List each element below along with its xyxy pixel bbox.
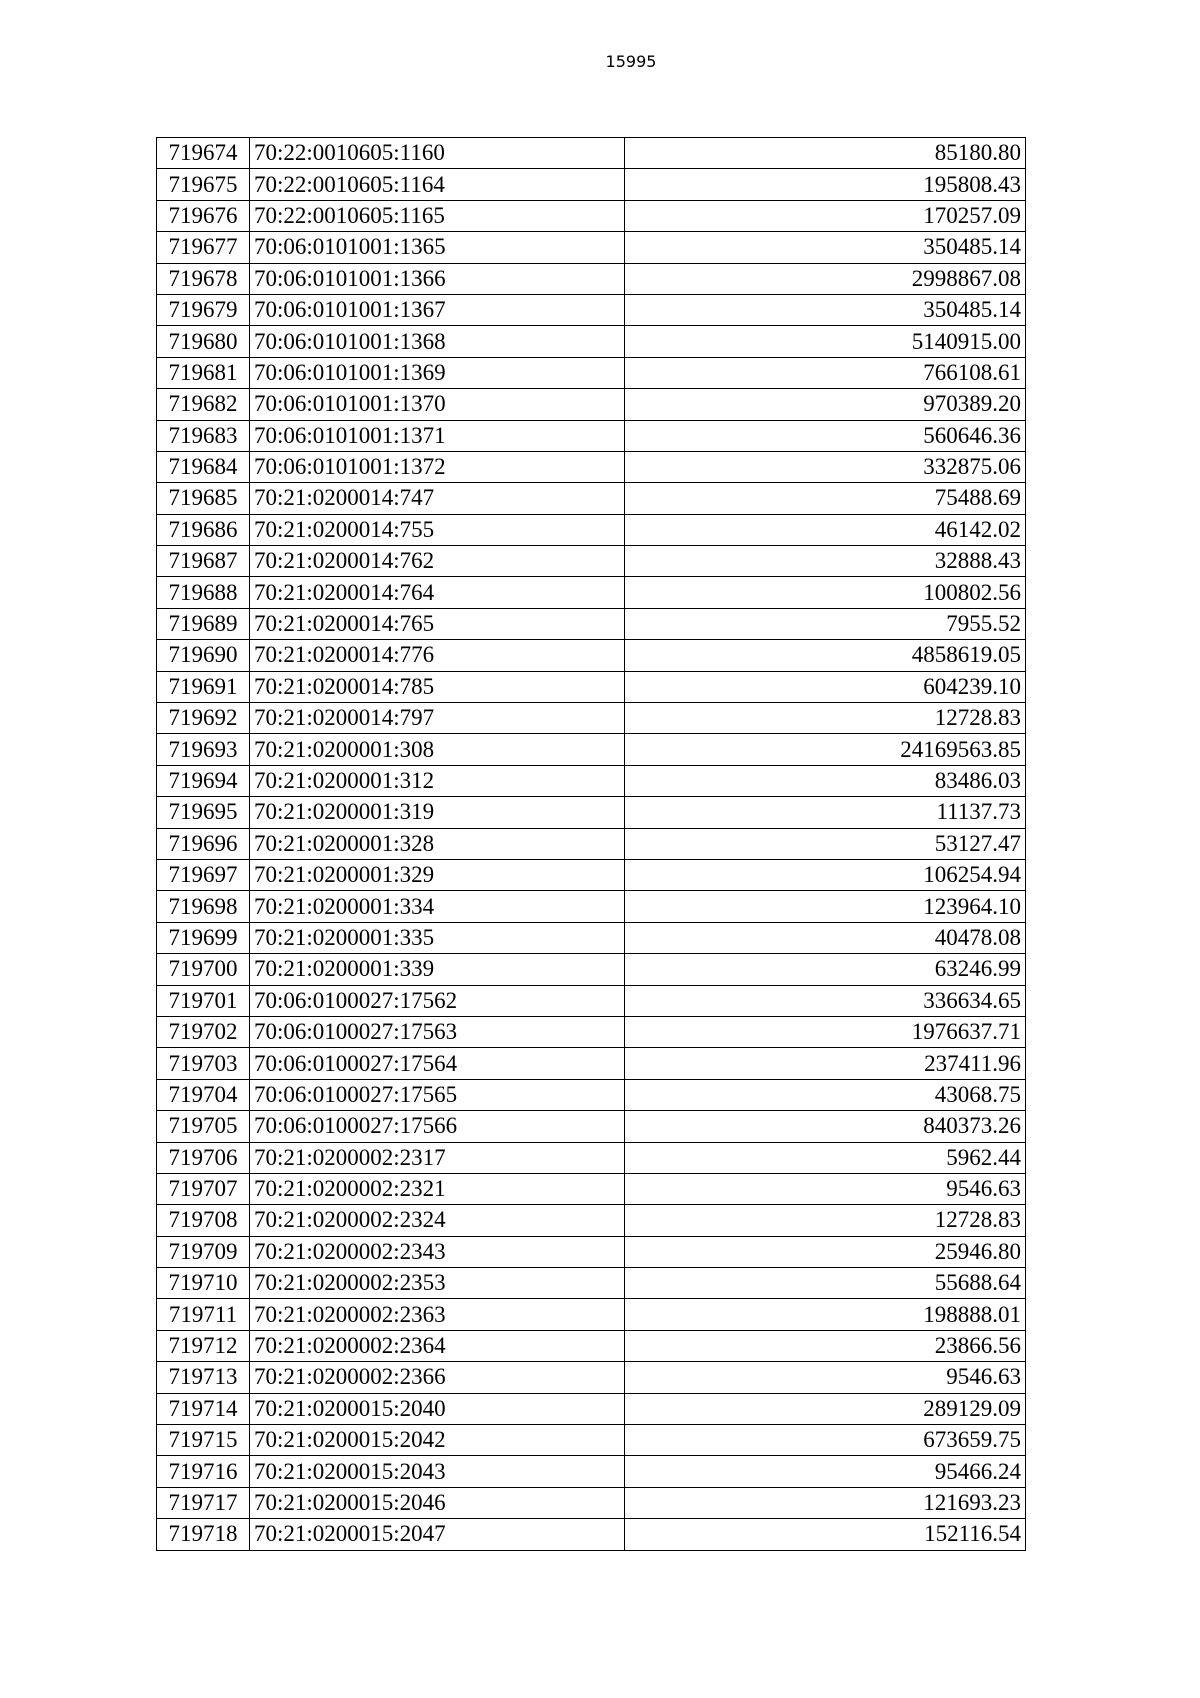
table-row [157,514,1026,545]
value-cell: 121693.23 [625,1487,1026,1518]
value-cell: 336634.65 [625,985,1026,1016]
row-number-cell: 719681 [157,357,250,388]
table-row [157,1425,1026,1456]
row-number-cell: 719692 [157,703,250,734]
value-cell: 9546.63 [625,1362,1026,1393]
row-number-cell: 719696 [157,828,250,859]
cadastral-value-table [156,137,1026,1551]
cadastral-number-cell: 70:21:0200001:335 [250,922,625,953]
cadastral-number-cell: 70:21:0200002:2324 [250,1205,625,1236]
table-row [157,357,1026,388]
value-cell: 12728.83 [625,703,1026,734]
row-number-cell: 719680 [157,326,250,357]
row-number-cell: 719700 [157,954,250,985]
table-row [157,1079,1026,1110]
value-cell: 43068.75 [625,1079,1026,1110]
table-row [157,389,1026,420]
value-cell: 24169563.85 [625,734,1026,765]
cadastral-number-cell: 70:21:0200001:334 [250,891,625,922]
row-number-cell: 719679 [157,294,250,325]
table-row [157,922,1026,953]
table-row [157,1205,1026,1236]
value-cell: 7955.52 [625,608,1026,639]
table-row [157,891,1026,922]
value-cell: 840373.26 [625,1111,1026,1142]
cadastral-number-cell: 70:21:0200002:2317 [250,1142,625,1173]
row-number-cell: 719711 [157,1299,250,1330]
table-row [157,734,1026,765]
value-cell: 40478.08 [625,922,1026,953]
cadastral-number-cell: 70:21:0200014:762 [250,546,625,577]
table-row [157,138,1026,169]
cadastral-number-cell: 70:21:0200015:2042 [250,1425,625,1456]
table-body [157,138,1026,1551]
value-cell: 970389.20 [625,389,1026,420]
value-cell: 152116.54 [625,1519,1026,1550]
cadastral-number-cell: 70:22:0010605:1165 [250,200,625,231]
value-cell: 289129.09 [625,1393,1026,1424]
value-cell: 106254.94 [625,859,1026,890]
cadastral-number-cell: 70:21:0200001:308 [250,734,625,765]
table-row [157,1268,1026,1299]
cadastral-number-cell: 70:21:0200001:319 [250,797,625,828]
row-number-cell: 719677 [157,232,250,263]
value-cell: 75488.69 [625,483,1026,514]
cadastral-number-cell: 70:21:0200015:2043 [250,1456,625,1487]
value-cell: 53127.47 [625,828,1026,859]
table-row [157,451,1026,482]
row-number-cell: 719717 [157,1487,250,1518]
row-number-cell: 719715 [157,1425,250,1456]
value-cell: 560646.36 [625,420,1026,451]
cadastral-number-cell: 70:21:0200002:2321 [250,1173,625,1204]
row-number-cell: 719695 [157,797,250,828]
row-number-cell: 719688 [157,577,250,608]
table-row [157,640,1026,671]
value-cell: 237411.96 [625,1048,1026,1079]
table-row [157,232,1026,263]
value-cell: 332875.06 [625,451,1026,482]
row-number-cell: 719689 [157,608,250,639]
row-number-cell: 719675 [157,169,250,200]
row-number-cell: 719705 [157,1111,250,1142]
value-cell: 673659.75 [625,1425,1026,1456]
table-row [157,1048,1026,1079]
cadastral-number-cell: 70:21:0200014:776 [250,640,625,671]
cadastral-number-cell: 70:22:0010605:1160 [250,138,625,169]
table-row [157,483,1026,514]
cadastral-number-cell: 70:06:0100027:17565 [250,1079,625,1110]
value-cell: 23866.56 [625,1330,1026,1361]
cadastral-number-cell: 70:21:0200014:797 [250,703,625,734]
cadastral-number-cell: 70:21:0200001:312 [250,765,625,796]
row-number-cell: 719694 [157,765,250,796]
cadastral-number-cell: 70:21:0200014:765 [250,608,625,639]
table-row [157,263,1026,294]
cadastral-number-cell: 70:21:0200002:2366 [250,1362,625,1393]
row-number-cell: 719703 [157,1048,250,1079]
cadastral-number-cell: 70:21:0200002:2343 [250,1236,625,1267]
value-cell: 4858619.05 [625,640,1026,671]
table-row [157,200,1026,231]
cadastral-number-cell: 70:21:0200001:339 [250,954,625,985]
row-number-cell: 719708 [157,1205,250,1236]
value-cell: 1976637.71 [625,1016,1026,1047]
cadastral-number-cell: 70:06:0101001:1372 [250,451,625,482]
value-cell: 198888.01 [625,1299,1026,1330]
table-row [157,1362,1026,1393]
value-cell: 32888.43 [625,546,1026,577]
cadastral-number-cell: 70:21:0200001:329 [250,859,625,890]
table-row [157,1299,1026,1330]
table-row [157,1519,1026,1550]
row-number-cell: 719718 [157,1519,250,1550]
cadastral-number-cell: 70:06:0101001:1367 [250,294,625,325]
table-row [157,1393,1026,1424]
value-cell: 5140915.00 [625,326,1026,357]
row-number-cell: 719699 [157,922,250,953]
table-row [157,420,1026,451]
row-number-cell: 719704 [157,1079,250,1110]
table-row [157,1111,1026,1142]
row-number-cell: 719716 [157,1456,250,1487]
value-cell: 12728.83 [625,1205,1026,1236]
row-number-cell: 719674 [157,138,250,169]
cadastral-number-cell: 70:06:0101001:1368 [250,326,625,357]
row-number-cell: 719698 [157,891,250,922]
row-number-cell: 719678 [157,263,250,294]
table-row [157,169,1026,200]
table-row [157,671,1026,702]
value-cell: 46142.02 [625,514,1026,545]
table-row [157,326,1026,357]
cadastral-number-cell: 70:06:0101001:1369 [250,357,625,388]
cadastral-number-cell: 70:21:0200015:2046 [250,1487,625,1518]
value-cell: 5962.44 [625,1142,1026,1173]
cadastral-number-cell: 70:21:0200014:764 [250,577,625,608]
table-row [157,1456,1026,1487]
table-row [157,546,1026,577]
value-cell: 350485.14 [625,232,1026,263]
row-number-cell: 719713 [157,1362,250,1393]
row-number-cell: 719701 [157,985,250,1016]
row-number-cell: 719686 [157,514,250,545]
row-number-cell: 719707 [157,1173,250,1204]
value-cell: 11137.73 [625,797,1026,828]
table-row [157,294,1026,325]
row-number-cell: 719683 [157,420,250,451]
value-cell: 195808.43 [625,169,1026,200]
cadastral-number-cell: 70:21:0200002:2363 [250,1299,625,1330]
row-number-cell: 719712 [157,1330,250,1361]
cadastral-number-cell: 70:06:0100027:17562 [250,985,625,1016]
table-row [157,577,1026,608]
table-row [157,703,1026,734]
table-row [157,608,1026,639]
cadastral-number-cell: 70:06:0100027:17566 [250,1111,625,1142]
table-row [157,828,1026,859]
page-number: 15995 [605,52,657,71]
table-row [157,985,1026,1016]
cadastral-number-cell: 70:06:0100027:17563 [250,1016,625,1047]
cadastral-number-cell: 70:21:0200014:747 [250,483,625,514]
cadastral-number-cell: 70:06:0100027:17564 [250,1048,625,1079]
value-cell: 170257.09 [625,200,1026,231]
value-cell: 95466.24 [625,1456,1026,1487]
row-number-cell: 719714 [157,1393,250,1424]
cadastral-number-cell: 70:06:0101001:1365 [250,232,625,263]
cadastral-number-cell: 70:21:0200014:755 [250,514,625,545]
row-number-cell: 719697 [157,859,250,890]
value-cell: 604239.10 [625,671,1026,702]
value-cell: 83486.03 [625,765,1026,796]
table-row [157,954,1026,985]
value-cell: 55688.64 [625,1268,1026,1299]
row-number-cell: 719710 [157,1268,250,1299]
table-row [157,797,1026,828]
value-cell: 2998867.08 [625,263,1026,294]
cadastral-number-cell: 70:22:0010605:1164 [250,169,625,200]
cadastral-number-cell: 70:21:0200014:785 [250,671,625,702]
table-row [157,859,1026,890]
cadastral-number-cell: 70:06:0101001:1366 [250,263,625,294]
row-number-cell: 719684 [157,451,250,482]
row-number-cell: 719702 [157,1016,250,1047]
table-row [157,1173,1026,1204]
cadastral-number-cell: 70:21:0200002:2353 [250,1268,625,1299]
row-number-cell: 719706 [157,1142,250,1173]
cadastral-number-cell: 70:21:0200015:2040 [250,1393,625,1424]
row-number-cell: 719690 [157,640,250,671]
cadastral-number-cell: 70:21:0200001:328 [250,828,625,859]
value-cell: 9546.63 [625,1173,1026,1204]
table-row [157,1016,1026,1047]
table-row [157,765,1026,796]
row-number-cell: 719691 [157,671,250,702]
cadastral-number-cell: 70:21:0200015:2047 [250,1519,625,1550]
row-number-cell: 719685 [157,483,250,514]
cadastral-number-cell: 70:06:0101001:1370 [250,389,625,420]
row-number-cell: 719676 [157,200,250,231]
value-cell: 63246.99 [625,954,1026,985]
value-cell: 766108.61 [625,357,1026,388]
table-row [157,1330,1026,1361]
row-number-cell: 719709 [157,1236,250,1267]
row-number-cell: 719682 [157,389,250,420]
cadastral-number-cell: 70:06:0101001:1371 [250,420,625,451]
table-row [157,1487,1026,1518]
value-cell: 123964.10 [625,891,1026,922]
table-row [157,1236,1026,1267]
value-cell: 100802.56 [625,577,1026,608]
value-cell: 350485.14 [625,294,1026,325]
value-cell: 25946.80 [625,1236,1026,1267]
table-row [157,1142,1026,1173]
value-cell: 85180.80 [625,138,1026,169]
cadastral-number-cell: 70:21:0200002:2364 [250,1330,625,1361]
row-number-cell: 719693 [157,734,250,765]
row-number-cell: 719687 [157,546,250,577]
